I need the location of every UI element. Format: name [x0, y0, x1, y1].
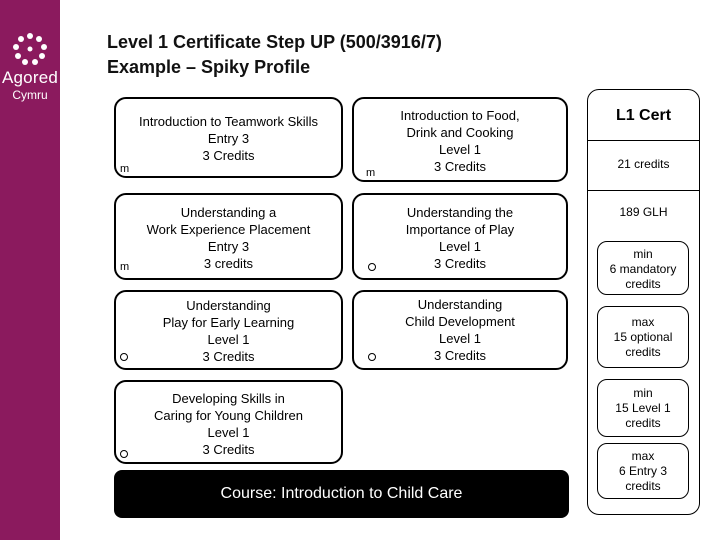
- divider: [587, 140, 700, 141]
- unit-card: [352, 193, 568, 280]
- unit-level: Level 1: [207, 332, 250, 347]
- unit-title-line: Introduction to Food,: [400, 108, 520, 123]
- rule-line: max: [631, 315, 655, 329]
- rule-line: credits: [625, 277, 661, 291]
- rule-line: 6 mandatory: [609, 262, 677, 276]
- divider: [587, 190, 700, 191]
- mandatory-marker: m: [120, 163, 130, 175]
- optional-marker-icon: [120, 450, 128, 458]
- unit-title-line: Developing Skills in: [172, 391, 285, 406]
- optional-marker-icon: [368, 353, 376, 361]
- rule-pill: [597, 241, 689, 295]
- page-title: [107, 30, 667, 80]
- unit-level: Level 1: [439, 142, 481, 157]
- unit-card: [352, 290, 568, 370]
- unit-title-line: Importance of Play: [405, 222, 515, 237]
- unit-credits: 3 Credits: [433, 159, 487, 174]
- unit-level: Level 1: [439, 239, 481, 254]
- optional-marker-icon: [120, 353, 128, 361]
- certificate-credits: 21 credits: [617, 157, 670, 171]
- rule-pill: [597, 443, 689, 499]
- unit-title-line: Drink and Cooking: [406, 125, 514, 140]
- brand-name: Agored: [1, 68, 59, 87]
- unit-title-line: Understanding: [417, 297, 503, 312]
- rule-pill: [597, 379, 689, 437]
- rule-line: credits: [625, 345, 661, 359]
- rule-line: max: [631, 449, 655, 463]
- rule-line: 15 Level 1: [615, 401, 671, 415]
- unit-title-line: Understanding a: [180, 205, 277, 220]
- rule-line: credits: [625, 479, 661, 493]
- unit-card: [114, 380, 343, 464]
- unit-title-line: Play for Early Learning: [162, 315, 295, 330]
- unit-title-line: Understanding the: [406, 205, 514, 220]
- rule-line: credits: [625, 416, 661, 430]
- unit-credits: 3 Credits: [433, 256, 487, 271]
- unit-title-line: Child Development: [405, 314, 515, 329]
- unit-card: [114, 290, 343, 370]
- course-banner: Course: Introduction to Child Care: [114, 470, 569, 518]
- unit-card: [352, 97, 568, 182]
- mandatory-marker: m: [120, 261, 130, 273]
- unit-level: Level 1: [439, 331, 481, 346]
- brand-subname: Cymru: [12, 88, 48, 102]
- unit-title-line: Introduction to Teamwork Skills: [139, 114, 318, 129]
- unit-card: [114, 193, 343, 280]
- unit-credits: 3 Credits: [433, 348, 487, 363]
- brand-sidebar: [0, 0, 60, 540]
- rule-line: min: [633, 247, 653, 261]
- unit-level: Entry 3: [207, 131, 250, 146]
- rule-line: 15 optional: [613, 330, 673, 344]
- rule-line: 6 Entry 3: [618, 464, 668, 478]
- unit-card: [114, 97, 343, 178]
- unit-level: Entry 3: [207, 239, 250, 254]
- rule-pill: [597, 306, 689, 368]
- unit-credits: 3 Credits: [202, 148, 255, 163]
- unit-credits: 3 Credits: [202, 349, 255, 364]
- unit-credits: 3 credits: [203, 256, 254, 271]
- optional-marker-icon: [368, 263, 376, 271]
- dots-ring-icon: [2, 32, 58, 68]
- title-line-1: Level 1 Certificate Step UP (500/3916/7): [107, 32, 442, 52]
- unit-title-line: Work Experience Placement: [146, 222, 311, 237]
- rule-line: min: [633, 386, 653, 400]
- title-line-2: Example – Spiky Profile: [107, 57, 311, 77]
- certificate-title: L1 Cert: [615, 107, 672, 124]
- unit-level: Level 1: [207, 425, 250, 440]
- certificate-glh: 189 GLH: [619, 205, 668, 219]
- unit-title-line: Caring for Young Children: [154, 408, 303, 423]
- mandatory-marker: m: [366, 167, 376, 179]
- unit-title-line: Understanding: [186, 298, 271, 313]
- unit-credits: 3 Credits: [202, 442, 255, 457]
